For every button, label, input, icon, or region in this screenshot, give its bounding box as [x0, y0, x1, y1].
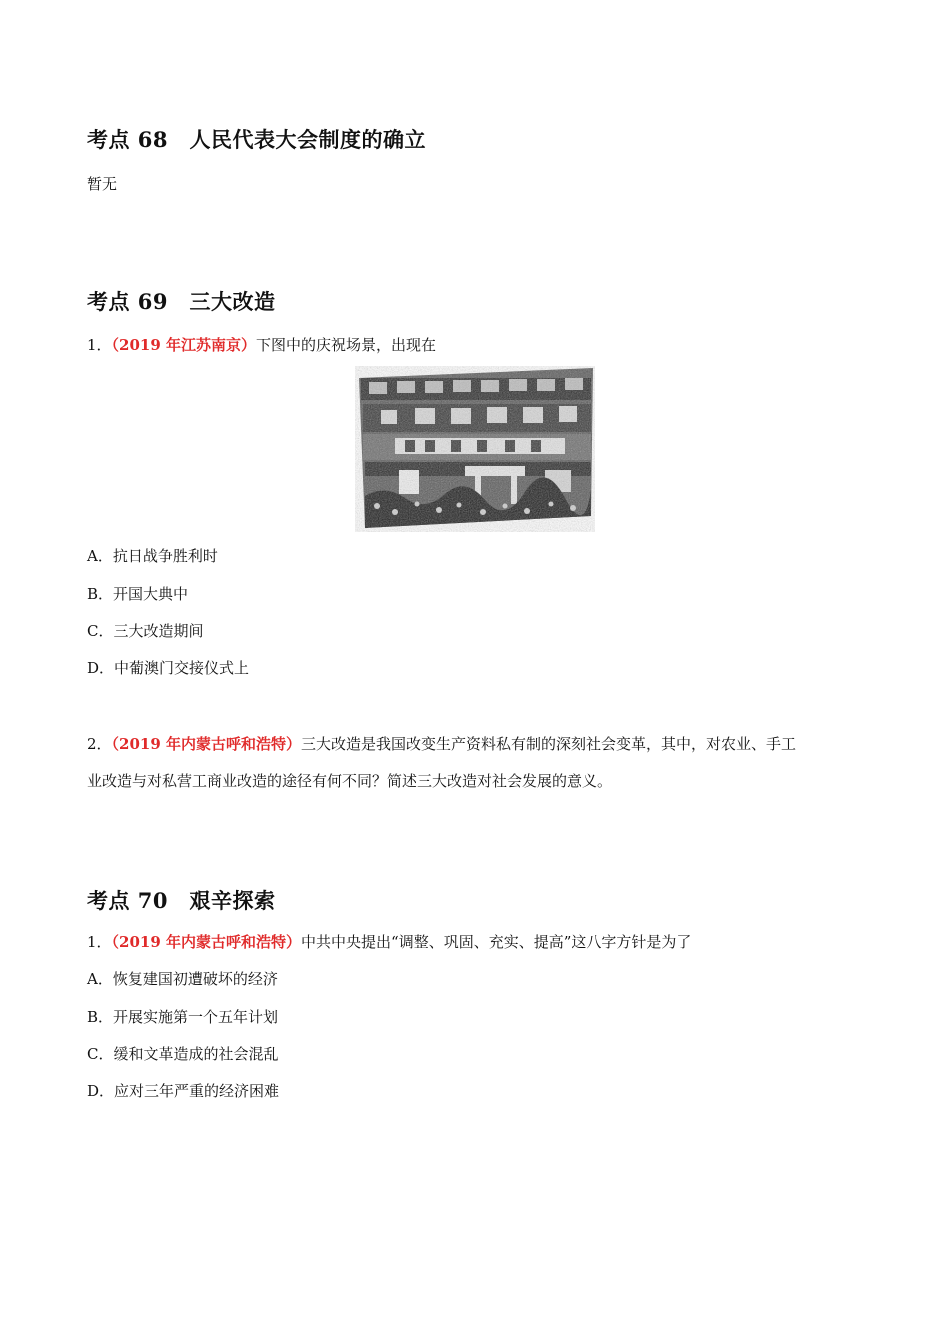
question-stem: 中共中央提出“调整、巩固、充实、提高”这八字方针是为了	[301, 933, 692, 951]
celebration-photo	[355, 366, 595, 532]
question-69-1	[87, 334, 436, 355]
option-69-1-b: B．开国大典中	[87, 585, 189, 603]
option-69-1-c: C．三大改造期间	[87, 622, 204, 640]
section-heading-69: 考点 69 三大改造	[87, 289, 276, 314]
question-stem: 三大改造是我国改变生产资料私有制的深刻社会变革，其中，对农业、手工	[301, 735, 797, 753]
option-70-1-a: A．恢复建国初遭破坏的经济	[87, 970, 278, 988]
question-70-1	[87, 931, 691, 952]
question-number: 1．	[87, 933, 112, 951]
section-note-68: 暂无	[87, 175, 118, 193]
option-70-1-b: B．开展实施第一个五年计划	[87, 1008, 279, 1026]
option-70-1-c: C．缓和文革造成的社会混乱	[87, 1045, 279, 1063]
option-70-1-d: D．应对三年严重的经济困难	[87, 1082, 280, 1100]
section-heading-68: 考点 68 人民代表大会制度的确立	[87, 127, 427, 152]
question-source: （2019 年江苏南京）	[111, 336, 257, 354]
option-69-1-d: D．中葡澳门交接仪式上	[87, 659, 250, 677]
question-stem: 下图中的庆祝场景，出现在	[256, 336, 437, 354]
question-source: （2019 年内蒙古呼和浩特）	[111, 735, 302, 753]
option-69-1-a: A．抗日战争胜利时	[87, 547, 218, 565]
section-heading-70: 考点 70 艰辛探索	[87, 888, 276, 913]
question-69-2-line2: 业改造与对私营工商业改造的途径有何不同？简述三大改造对社会发展的意义。	[87, 772, 613, 790]
question-number: 2．	[87, 735, 112, 753]
question-69-2-line1	[87, 733, 796, 754]
question-number: 1．	[87, 336, 112, 354]
question-source: （2019 年内蒙古呼和浩特）	[111, 933, 302, 951]
